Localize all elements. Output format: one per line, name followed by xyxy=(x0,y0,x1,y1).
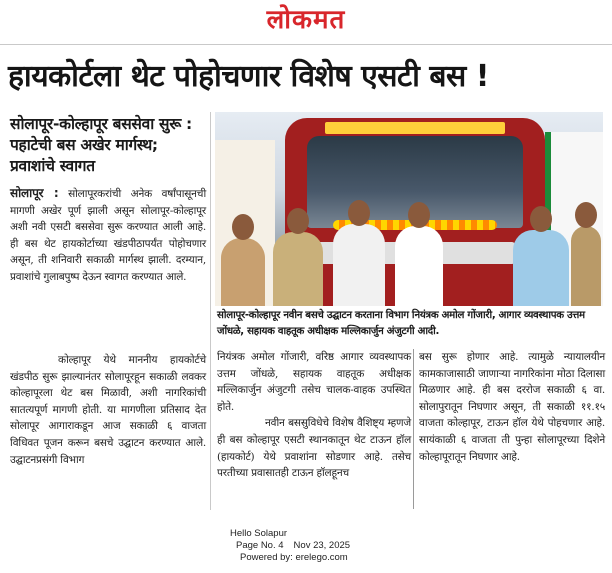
footer-date: Nov 23, 2025 xyxy=(293,540,351,551)
article-paragraph-5: बस सुरू होणार आहे. त्यामुळे न्यायालयीन कामकाजासाठी जाणाऱ्या नागरिकांना मोठा दिलासा मिळणार आहे. ही बस दररोज सकाळी ६ वा. सोलापुरातून निघणार असून, ती सकाळी ११.१५ वाजता कोल्हापूर, टाऊन हॉल येथे पोहचणार आहे. सायंकाळी ६ वाजता ती पुन्हा सोलापूरच्या दिशेने कोल्हापूरातून निघणार आहे. xyxy=(419,351,605,463)
article-paragraph-2: कोल्हापूर येथे माननीय हायकोर्टचे खंडपीठ सुरू झाल्यानंतर सोलापूरहून सकाळी लवकर कोल्हापूरला थेट बस मिळावी, अशी नागरिकांची सातत्यपूर्ण मागणी होती. या मागणीला प्रतिसाद देत सोलापूर आगाराकडून आज सकाळी ६ वाजता विधिवत पूजन करून बसचे उद्घाटन करण्यात आले. उद्घाटनप्रसंगी विभाग xyxy=(10,354,206,466)
photo-person-2 xyxy=(273,232,323,306)
photo-person-1 xyxy=(221,238,265,306)
photo-person-6 xyxy=(571,226,601,306)
article-subhead: सोलापूर-कोल्हापूर बससेवा सुरू : पहाटेची बस अखेर मार्गस्थ; प्रवाशांचे स्वागत xyxy=(10,115,192,175)
photo-person-3 xyxy=(333,224,385,306)
newspaper-logo: लोकमत xyxy=(266,5,346,35)
photo-caption: सोलापूर-कोल्हापूर नवीन बसचे उद्घाटन करताना विभाग नियंत्रक अमोल गोंजारी, आगार व्यवस्थापक उत्तम जोंधळे, सहायक वाहतूक अधीक्षक मल्लिकार्जुन अंजुटगी आदी. xyxy=(217,310,585,337)
photo-bus-destination-board xyxy=(325,122,505,134)
article-headline: हायकोर्टला थेट पोहोचणार विशेष एसटी बस ! xyxy=(8,59,489,94)
column-divider xyxy=(210,112,211,510)
page-footer xyxy=(230,528,390,564)
article-column-1-top xyxy=(10,185,206,286)
footer-page: Page No. 4 xyxy=(236,540,284,551)
article-paragraph-1: सोलापूरकरांची अनेक वर्षांपासूनची मागणी अखेर पूर्ण झाली असून सोलापूर-कोल्हापूर अशी नवी एसटी बससेवा सुरू करण्यात आली आहे. ही बस थेट हायकोर्टाच्या खंडपीठापर्यंत पोहोचणार असून, ती शनिवारी सकाळी मार्गस्थ झाली. दरम्यान, प्रवाशांचे गुलाबपुष्प देऊन स्वागत करण्यात आले. xyxy=(10,188,206,283)
column-divider-2 xyxy=(413,349,414,509)
article-paragraph-4: नवीन बससुविधेचे विशेष वैशिष्ट्य म्हणजे ही बस कोल्हापूर एसटी स्थानकातून थेट टाऊन हॉल (हायकोर्ट) येथे प्रवाशांना सोडणार आहे. तसेच परतीच्या प्रवासातही टाऊन हॉलहूनच xyxy=(217,417,411,480)
masthead-divider xyxy=(0,44,612,45)
footer-powered-by: Powered by: erelego.com xyxy=(240,552,348,563)
article-column-3 xyxy=(217,349,411,482)
masthead xyxy=(0,0,612,40)
footer-page-date xyxy=(230,540,390,552)
photo-person-4 xyxy=(395,226,443,306)
footer-edition: Hello Solapur xyxy=(230,528,288,539)
article-dateline: सोलापूर : xyxy=(10,186,59,200)
article-paragraph-3: नियंत्रक अमोल गोंजारी, वरिष्ठ आगार व्यवस्थापक उत्तम जोंधळे, सहायक वाहतूक अधीक्षक मल्लिकार्जुन अंजुटगी तसेच चालक-वाहक उपस्थित होते. xyxy=(217,351,411,413)
article-photo xyxy=(215,112,603,306)
photo-person-5 xyxy=(513,230,569,306)
